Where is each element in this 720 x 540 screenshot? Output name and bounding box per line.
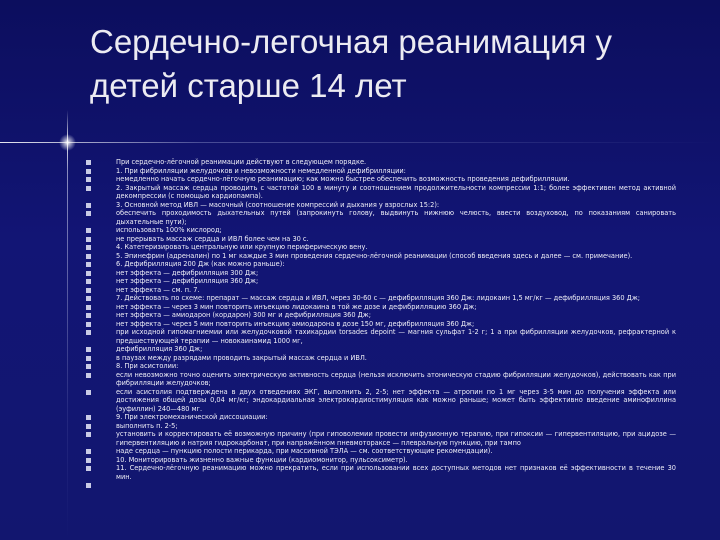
list-item (86, 447, 676, 456)
bullet-icon (86, 228, 91, 233)
bullet-icon (86, 483, 91, 488)
list-item-text: 4. Катетеризировать центральную или крупную периферическую вену. (116, 243, 368, 251)
list-item-text: 8. При асистолии: (116, 362, 179, 370)
list-item-text: При сердечно-лёгочной реанимации действуют в следующем порядке. (116, 158, 367, 166)
bullet-icon (86, 169, 91, 174)
bullet-icon (86, 330, 91, 335)
vertical-rule (67, 110, 68, 540)
bullet-icon (86, 449, 91, 454)
list-item-text: 5. Эпинефрин (адреналин) по 1 мг каждые 3 мин проведения сердечно-лёгочной реанимации (способ введения здесь и далее — см. примечание). (116, 251, 633, 260)
list-item-text: не прерывать массаж сердца и ИВЛ более чем на 30 с. (116, 234, 309, 243)
list-item-text: нет эффекта — см. п. 7. (116, 285, 200, 294)
list-item (86, 464, 676, 481)
list-item (86, 243, 676, 252)
list-item-text: установить и корректировать её возможную причину (при гиповолемии провести инфузионную терапию, при гипоксии — гипервентиляцию, при ацидозе — гипервентиляцию и натрия гидрокарбонат, при напряжённом пневмотораксе — плевральную пункцию, при тампо (116, 430, 676, 447)
list-item-text: 3. Основной метод ИВЛ — масочный (соотношение компрессий и дыхания у взрослых 15:2): (116, 200, 440, 209)
list-item (86, 456, 676, 465)
bullet-icon (86, 424, 91, 429)
list-item-text: если асистолия подтверждена в двух отведениях ЭКГ, выполнить 2, 2-5; нет эффекта — атропин по 1 мг через 3-5 мин до получения эффекта или достижения общей дозы 0,04 мг/кг; эндокардиальная электрокардиостимуляция как можно раньше; может быть эффективно введение аминофиллина (эуфиллин) 240—480 мг. (116, 387, 676, 413)
list-item-text: немедленно начать сердечно-лёгочную реанимацию; как можно быстрее обеспечить возможность проведения дефибрилляции. (116, 175, 570, 183)
list-item-text: 1. При фибрилляции желудочков и невозможности немедленной дефибрилляции: (116, 166, 406, 175)
bullet-icon (86, 288, 91, 293)
sparkle-icon (59, 134, 76, 151)
list-item-text: использовать 100% кислород; (116, 226, 222, 234)
slide-title: Сердечно-легочная реанимация у детей старше 14 лет (90, 23, 613, 104)
list-item-text: нет эффекта — через 5 мин повторить инъекцию амиодарона в дозе 150 мг, дефибрилляция 360 Дж; (116, 319, 475, 328)
slide-body-list (86, 158, 676, 481)
list-item-text: нет эффекта — дефибрилляция 360 Дж; (116, 277, 259, 285)
list-item (86, 320, 676, 329)
bullet-icon (86, 211, 91, 216)
list-item-text: обеспечить проходимость дыхательных путей (запрокинуть голову, выдвинуть нижнюю челюсть, ввести воздуховод, по показаниям санировать дыхательные пути); (116, 209, 676, 226)
horizontal-rule (0, 142, 720, 143)
bullet-icon (86, 466, 91, 471)
list-item-text: 7. Действовать по схеме: препарат — массаж сердца и ИВЛ, через 30-60 с — дефибрилляция 360 Дж: лидокаин 1,5 мг/кг — дефибрилляция 360 Дж; (116, 294, 640, 302)
bullet-icon (86, 279, 91, 284)
list-item (86, 371, 676, 388)
list-item-text: нет эффекта — через 3 мин повторить инъекцию лидокаина в той же дозе и дефибрилляцию 360 Дж; (116, 302, 477, 311)
bullet-icon (86, 262, 91, 267)
bullet-icon (86, 364, 91, 369)
bullet-icon (86, 296, 91, 301)
list-item (86, 362, 676, 371)
bullet-icon (86, 186, 91, 191)
list-item (86, 345, 676, 354)
bullet-icon (86, 432, 91, 437)
list-item-text: 11. Сердечно-лёгочную реанимацию можно прекратить, если при использовании всех доступных методов нет признаков её эффективности в течение 30 мин. (116, 464, 676, 481)
list-item-text: нет эффекта — дефибрилляция 300 Дж; (116, 268, 259, 277)
list-item (86, 167, 676, 176)
list-item (86, 235, 676, 244)
list-item (86, 184, 676, 201)
list-item (86, 277, 676, 286)
bullet-icon (86, 305, 91, 310)
list-item-text: в паузах между разрядами проводить закрытый массаж сердца и ИВЛ. (116, 353, 367, 362)
bullet-icon (86, 458, 91, 463)
list-item (86, 252, 676, 261)
bullet-icon (86, 160, 91, 165)
list-item-text: если невозможно точно оценить электрическую активность сердца (нельзя исключить атоническую стадию фибрилляции желудочков), действовать как при фибрилляции желудочков; (116, 370, 676, 387)
bullet-icon (86, 203, 91, 208)
list-item (86, 311, 676, 320)
list-item (86, 422, 676, 431)
list-item-text: 9. При электромеханической диссоциации: (116, 413, 268, 421)
bullet-icon (86, 390, 91, 395)
list-item-text: выполнить п. 2-5; (116, 421, 178, 430)
list-item (86, 303, 676, 312)
list-item-text: 10. Мониторировать жизненно важные функции (кардиомонитор, пульсоксиметр). (116, 455, 408, 464)
list-item (86, 388, 676, 414)
bullet-icon (86, 356, 91, 361)
list-item (86, 158, 676, 167)
bullet-icon (86, 322, 91, 327)
list-item-text: дефибрилляция 360 Дж; (116, 345, 203, 353)
list-item-text: при исходной гипомагниемии или желудочковой тахикардии torsades depoint — магния сульфат 1-2 г; 1 а при фибрилляции желудочков, рефрактерной к предшествующей терапии — новокаинамид 1000 мг, (116, 328, 676, 345)
bullet-icon (86, 271, 91, 276)
bullet-icon (86, 177, 91, 182)
list-item (86, 294, 676, 303)
list-item-text: 6. Дефибрилляция 200 Дж (как можно раньше): (116, 260, 285, 268)
list-item (86, 209, 676, 226)
bullet-icon (86, 313, 91, 318)
bullet-icon (86, 415, 91, 420)
list-item (86, 226, 676, 235)
bullet-icon (86, 245, 91, 250)
list-item (86, 413, 676, 422)
list-item (86, 328, 676, 345)
bullet-icon (86, 254, 91, 259)
list-item (86, 286, 676, 295)
list-item (86, 269, 676, 278)
list-item-text: нет эффекта — амиодарон (кордарон) 300 мг и дефибрилляция 360 Дж; (116, 311, 371, 319)
list-item (86, 430, 676, 447)
list-item (86, 354, 676, 363)
list-item (86, 260, 676, 269)
list-item-text: наде сердца — пункцию полости перикарда, при массивной ТЭЛА — см. соответствующие рекомендации). (116, 447, 493, 455)
list-item-text: 2. Закрытый массаж сердца проводить с частотой 100 в минуту и соотношением продолжительности компрессии 1:1; более эффективен метод активной декомпрессии (с помощью кардиопампа). (116, 183, 676, 200)
bullet-icon (86, 237, 91, 242)
list-item (86, 201, 676, 210)
bullet-icon (86, 347, 91, 352)
bullet-icon (86, 373, 91, 378)
list-item (86, 175, 676, 184)
